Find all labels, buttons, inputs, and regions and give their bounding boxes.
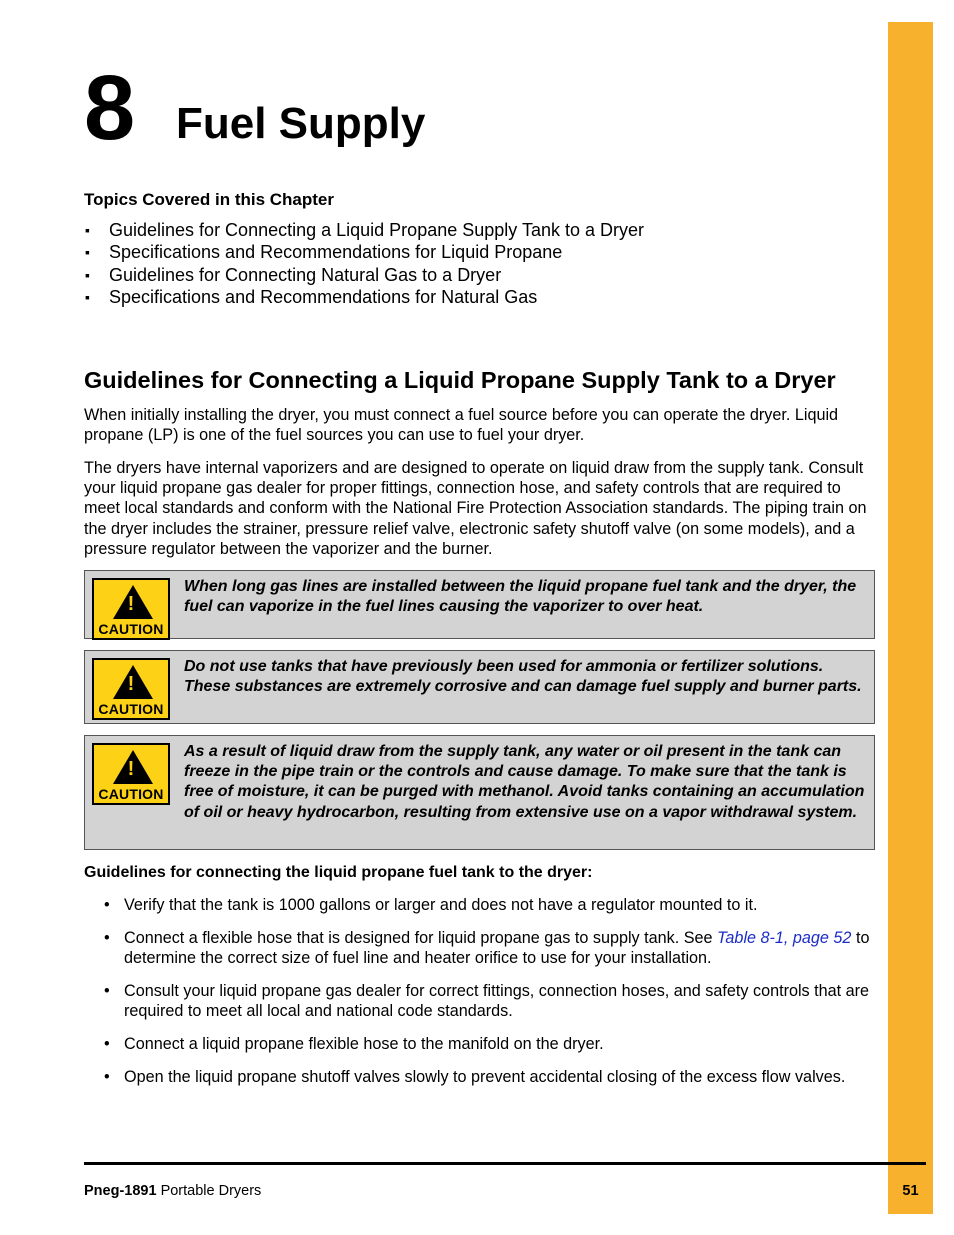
footer-doc-title: Pneg-1891 Portable Dryers <box>84 1183 262 1199</box>
square-bullet-icon: ▪ <box>85 222 90 238</box>
square-bullet-icon: ▪ <box>85 288 90 305</box>
bullet-icon: • <box>104 982 110 1001</box>
chapter-number: 8 <box>84 57 136 159</box>
vaporizer-paragraph: The dryers have internal vaporizers and are designed to operate on liquid draw from the supply tank. Consult your liquid propane gas dealer for proper fittings, connection hose, and safety controls that are required to meet local standards and conform with the National Fire Protection Association standards. The piping train on the dryer includes the strainer, pressure relief valve, electronic safety shutoff valve (on some models), and a pressure regulator between the vaporizer and the burner. <box>84 459 867 558</box>
section-heading: Guidelines for Connecting a Liquid Propane Supply Tank to a Dryer <box>84 367 836 393</box>
caution-warning-icon: ! CAUTION <box>92 658 170 720</box>
guidelines-heading: Guidelines for connecting the liquid propane fuel tank to the dryer: <box>84 864 593 881</box>
topics-heading: Topics Covered in this Chapter <box>84 190 335 209</box>
caution-text: As a result of liquid draw from the supply tank, any water or oil present in the tank can freeze in the pipe train or the controls and cause damage. To make sure that the tank is free of moisture, it can be purged with methanol. Avoid tanks containing an accumulation of oil or heavy hydrocarbon, resulting from extensive use on a vapor withdrawal system. <box>184 743 865 821</box>
bullet-icon: • <box>104 1035 110 1054</box>
caution-box <box>84 735 875 850</box>
topic-item: ▪ Guidelines for Connecting Natural Gas to a Dryer <box>85 264 502 285</box>
guidelines-list <box>84 895 876 1100</box>
list-item: • Open the liquid propane shutoff valves slowly to prevent accidental closing of the excess flow valves. <box>104 1068 846 1087</box>
page-number: 51 <box>902 1183 919 1199</box>
square-bullet-icon: ▪ <box>85 266 90 283</box>
caution-text: Do not use tanks that have previously been used for ammonia or fertilizer solutions. These substances are extremely corrosive and can damage fuel supply and burner parts. <box>184 658 862 696</box>
bullet-icon: • <box>104 1068 110 1087</box>
list-item: • Consult your liquid propane gas dealer for correct fittings, connection hoses, and safety controls that are required to meet all local and national code standards. <box>104 982 870 1021</box>
intro-paragraph: When initially installing the dryer, you must connect a fuel source before you can operate the dryer. Liquid propane (LP) is one of the fuel sources you can use to fuel your dryer. <box>84 406 839 445</box>
table-8-1-link[interactable]: Table 8-1, page 52 <box>717 929 852 947</box>
caution-text: When long gas lines are installed between the liquid propane fuel tank and the dryer, the fuel can vaporize in the fuel lines causing the vaporizer to over heat. <box>184 578 857 616</box>
list-item: • Connect a flexible hose that is designed for liquid propane gas to supply tank. See Table 8-1, page 52 to determine the correct size of fuel line and heater orifice to use for your installation. <box>104 929 870 968</box>
topic-item: ▪ Specifications and Recommendations for Natural Gas <box>85 286 538 307</box>
topic-item: ▪ Guidelines for Connecting a Liquid Propane Supply Tank to a Dryer <box>85 220 644 240</box>
footer-divider <box>84 1162 926 1165</box>
caution-warning-icon: ! CAUTION <box>92 743 170 805</box>
topics-list <box>84 219 644 308</box>
list-item: • Connect a liquid propane flexible hose to the manifold on the dryer. <box>104 1035 604 1054</box>
topic-item: ▪ Specifications and Recommendations for Liquid Propane <box>85 242 563 263</box>
square-bullet-icon: ▪ <box>85 244 90 261</box>
caution-box <box>84 570 875 639</box>
caution-warning-icon: ! CAUTION <box>92 578 170 640</box>
bullet-icon: • <box>104 929 110 947</box>
chapter-title: Fuel Supply <box>176 99 426 148</box>
list-item: • Verify that the tank is 1000 gallons or larger and does not have a regulator mounted to it. <box>104 896 758 914</box>
bullet-icon: • <box>104 896 110 914</box>
chapter-side-tab <box>888 22 933 1214</box>
caution-box <box>84 650 875 724</box>
